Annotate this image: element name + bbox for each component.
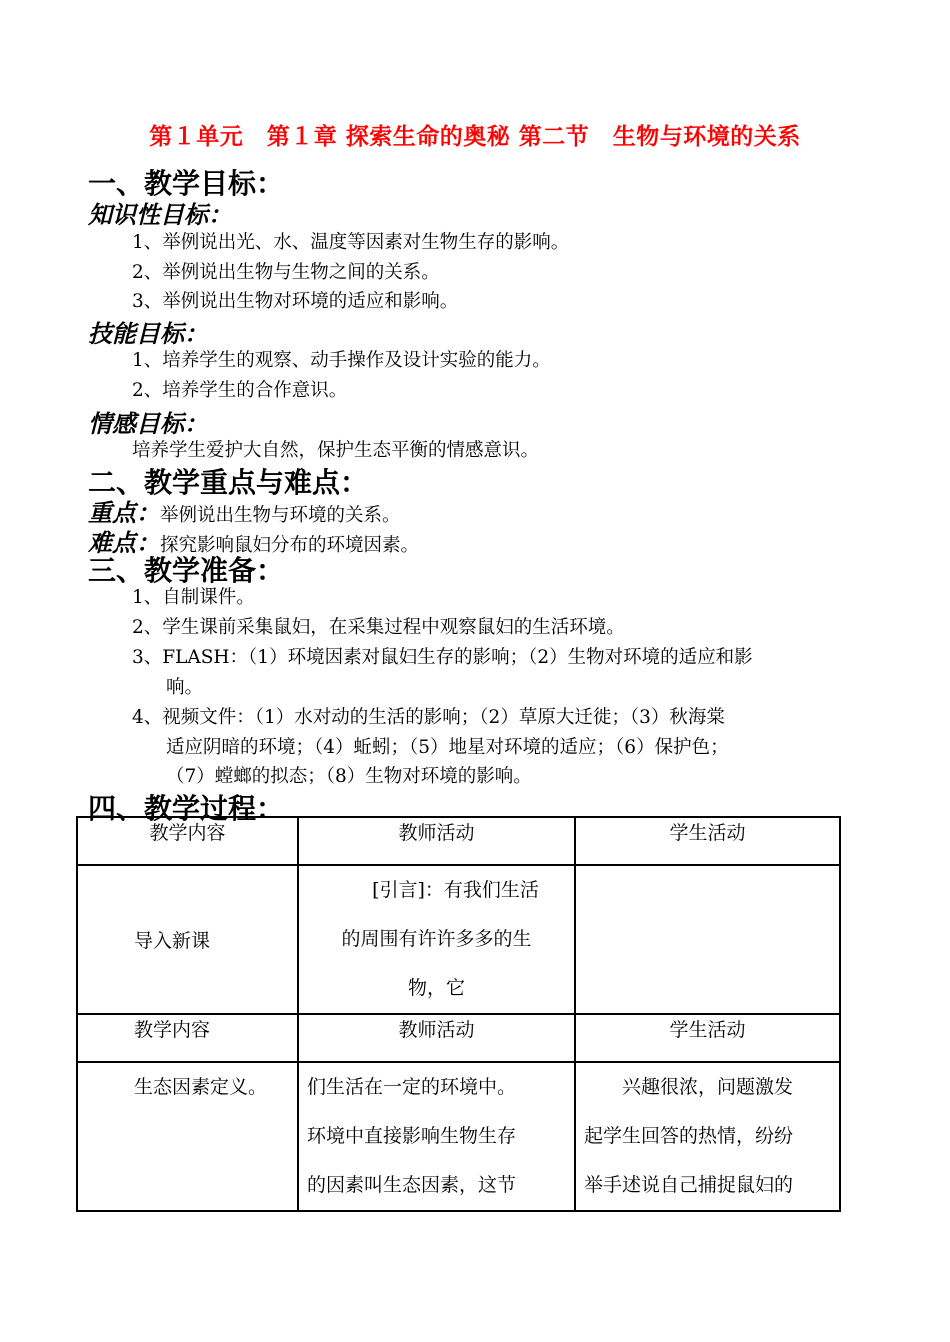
emotion-goals-label: 情感目标： xyxy=(88,410,208,438)
table-row xyxy=(77,865,840,1014)
difficulty-label: 难点： xyxy=(88,529,160,557)
preparation-line: 响。 xyxy=(166,677,204,698)
table-header-row xyxy=(77,1014,840,1062)
knowledge-goals-label: 知识性目标： xyxy=(88,201,232,229)
teacher-text-line: 的周围有许许多多的生 xyxy=(341,928,532,950)
document-title: 第１单元 第１章 探索生命的奥秘 第二节 生物与环境的关系 xyxy=(149,123,801,150)
student-text-line: 举手述说自己捕捉鼠妇的 xyxy=(584,1174,794,1196)
table-header-row xyxy=(77,817,840,865)
teacher-text-line: 们生活在一定的环境中。 xyxy=(307,1076,517,1098)
header-cell-content: 教学内容 xyxy=(77,817,298,865)
teacher-text-line: 物，它 xyxy=(407,977,465,999)
teacher-text-line: [引言]：有我们生活 xyxy=(334,879,539,901)
student-text-line: 兴趣很浓，问题激发 xyxy=(584,1076,794,1098)
header-cell-student: 学生活动 xyxy=(575,817,840,865)
knowledge-goal-item: 1、举例说出光、水、温度等因素对生物生存的影响。 xyxy=(132,232,570,253)
table-row xyxy=(77,1062,840,1211)
row-teacher-cell xyxy=(298,1062,575,1211)
header-cell-student: 学生活动 xyxy=(575,1014,840,1062)
header-cell-teacher: 教师活动 xyxy=(298,817,575,865)
teaching-process-table xyxy=(76,816,841,1212)
preparation-line: 1、自制课件。 xyxy=(132,587,255,608)
preparation-line: 3、FLASH：（1）环境因素对鼠妇生存的影响；（2）生物对环境的适应和影 xyxy=(132,647,753,668)
focus-text: 举例说出生物与环境的关系。 xyxy=(160,505,401,526)
skill-goals-label: 技能目标： xyxy=(88,320,208,348)
skill-goal-item: 1、培养学生的观察、动手操作及设计实验的能力。 xyxy=(132,350,551,371)
preparation-line: 4、视频文件：（1）水对动的生活的影响；（2）草原大迁徙；（3）秋海棠 xyxy=(132,707,725,728)
knowledge-goal-item: 3、举例说出生物对环境的适应和影响。 xyxy=(132,291,459,312)
section-heading-preparation: 三、教学准备： xyxy=(88,554,285,587)
student-text-line: 起学生回答的热情，纷纷 xyxy=(584,1125,794,1147)
section-heading-goals: 一、教学目标： xyxy=(88,167,285,200)
difficulty-text: 探究影响鼠妇分布的环境因素。 xyxy=(160,535,420,556)
teacher-text-line: 环境中直接影响生物生存 xyxy=(307,1125,517,1147)
row-student-cell xyxy=(575,865,840,1014)
teacher-text-line: 的因素叫生态因素，这节 xyxy=(307,1174,517,1196)
skill-goal-item: 2、培养学生的合作意识。 xyxy=(132,380,348,401)
section-heading-process: 四、教学过程： xyxy=(88,792,285,825)
header-cell-content: 教学内容 xyxy=(77,1014,298,1062)
header-cell-teacher: 教师活动 xyxy=(298,1014,575,1062)
preparation-line: 2、学生课前采集鼠妇，在采集过程中观察鼠妇的生活环境。 xyxy=(132,617,625,638)
row-content-cell: 导入新课 xyxy=(77,865,298,1014)
row-student-cell xyxy=(575,1062,840,1211)
focus-label: 重点： xyxy=(88,499,160,527)
row-content-cell: 生态因素定义。 xyxy=(77,1062,298,1211)
preparation-line: （7）螳螂的拟态；（8）生物对环境的影响。 xyxy=(166,766,532,787)
section-heading-key-points: 二、教学重点与难点： xyxy=(88,466,369,499)
row-teacher-cell xyxy=(298,865,575,1014)
knowledge-goal-item: 2、举例说出生物与生物之间的关系。 xyxy=(132,262,440,283)
emotion-goal-item: 培养学生爱护大自然，保护生态平衡的情感意识。 xyxy=(132,440,540,461)
preparation-line: 适应阴暗的环境；（4）蚯蚓；（5）地星对环境的适应；（6）保护色； xyxy=(166,737,729,758)
